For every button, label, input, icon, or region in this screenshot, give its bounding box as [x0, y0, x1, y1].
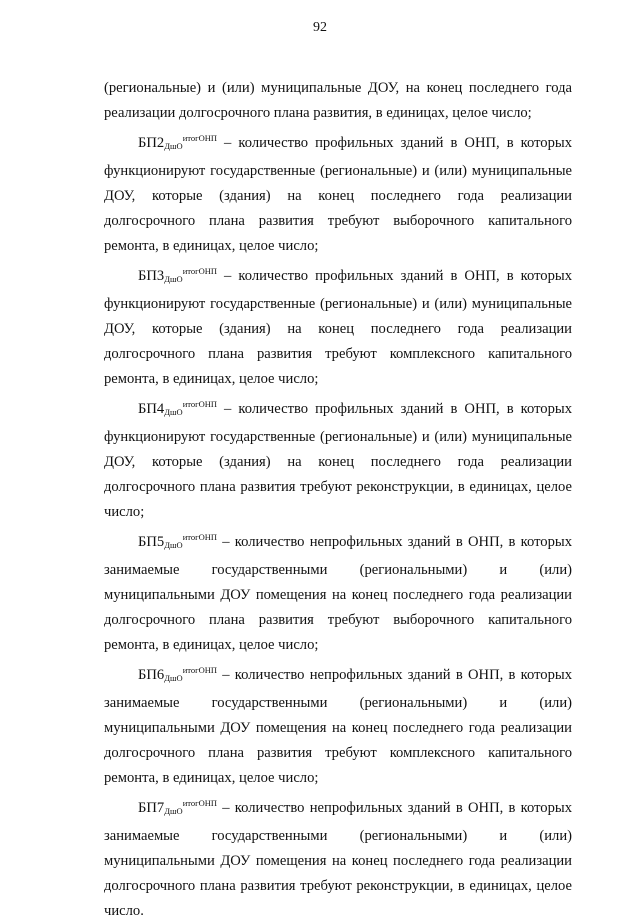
definition-text: – количество профильных зданий в ОНП, в которых функционируют государственные (региональные) и (или) муниципальные ДОУ, которые (здания) на конец последнего года реализации долгосрочного плана развития требуют выборочного капитального ремонта, в единицах, целое число;: [104, 135, 572, 254]
definition-bp7: [104, 791, 572, 924]
formula-symbol: $БП6_{ДшО}^{итогОНП}$: [138, 665, 218, 683]
formula-symbol: $БП7_{ДшО}^{итогОНП}$: [138, 798, 218, 816]
definition-text: – количество непрофильных зданий в ОНП, в которых занимаемые государственными (региональными) и (или) муниципальными ДОУ помещения на конец последнего года реализации долгосрочного плана развития требуют реконструкции, в единицах, целое число.: [104, 800, 572, 919]
definition-bp5: [104, 525, 572, 658]
definition-text: – количество непрофильных зданий в ОНП, в которых занимаемые государственными (региональными) и (или) муниципальными ДОУ помещения на конец последнего года реализации долгосрочного плана развития требуют выборочного капитального ремонта, в единицах, целое число;: [104, 534, 572, 653]
definition-bp6: [104, 658, 572, 791]
formula-symbol: $БП3_{ДшО}^{итогОНП}$: [138, 266, 218, 284]
formula-symbol: $БП2_{ДшО}^{итогОНП}$: [138, 133, 218, 151]
formula-symbol: $БП4_{ДшО}^{итогОНП}$: [138, 399, 218, 417]
definition-bp3: [104, 259, 572, 392]
page-number: 92: [313, 20, 327, 35]
definition-text: – количество профильных зданий в ОНП, в которых функционируют государственные (региональные) и (или) муниципальные ДОУ, которые (здания) на конец последнего года реализации долгосрочного плана развития требуют комплексного капитального ремонта, в единицах, целое число;: [104, 268, 572, 387]
document-body: [104, 76, 572, 924]
formula-symbol: $БП5_{ДшО}^{итогОНП}$: [138, 532, 218, 550]
definition-bp4: [104, 392, 572, 525]
intro-paragraph: (региональные) и (или) муниципальные ДОУ, на конец последнего года реализации долгосрочного плана развития, в единицах, целое число;: [104, 80, 572, 121]
definition-text: – количество профильных зданий в ОНП, в которых функционируют государственные (региональные) и (или) муниципальные ДОУ, которые (здания) на конец последнего года реализации долгосрочного плана развития требуют реконструкции, в единицах, целое число;: [104, 401, 572, 520]
definition-text: – количество непрофильных зданий в ОНП, в которых занимаемые государственными (региональными) и (или) муниципальными ДОУ помещения на конец последнего года реализации долгосрочного плана развития требуют комплексного капитального ремонта, в единицах, целое число;: [104, 667, 572, 786]
definition-bp2: [104, 126, 572, 259]
